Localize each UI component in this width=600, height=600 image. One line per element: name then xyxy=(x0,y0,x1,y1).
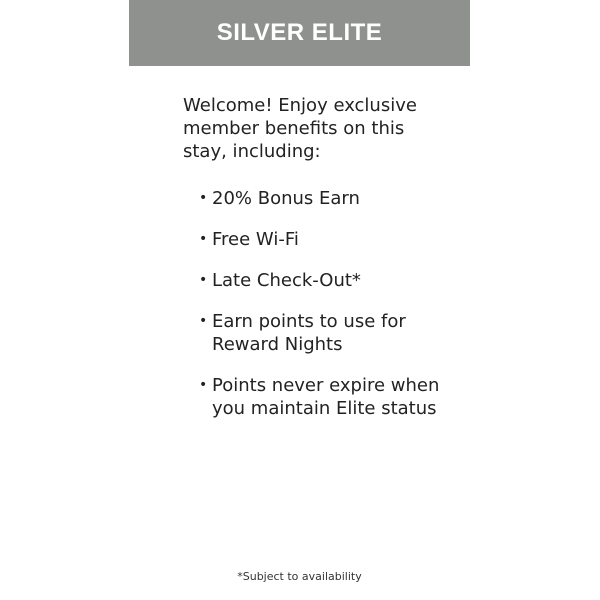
bullet-icon: • xyxy=(199,313,208,329)
benefit-item xyxy=(199,310,449,356)
benefit-text: Points never expire when you maintain Elite status xyxy=(212,375,440,419)
tier-title: SILVER ELITE xyxy=(216,19,383,46)
benefit-item xyxy=(199,187,449,210)
benefit-text: Free Wi-Fi xyxy=(212,229,299,250)
member-benefits-card xyxy=(129,0,470,600)
benefit-item xyxy=(199,269,449,292)
benefits-list xyxy=(199,187,449,438)
benefit-text: Late Check-Out* xyxy=(212,270,361,291)
availability-footnote: *Subject to availability xyxy=(237,570,362,583)
bullet-icon: • xyxy=(199,272,208,288)
benefit-item xyxy=(199,228,449,251)
tier-banner xyxy=(129,0,470,66)
benefit-text: Earn points to use for Reward Nights xyxy=(212,311,406,355)
bullet-icon: • xyxy=(199,377,208,393)
welcome-message: Welcome! Enjoy exclusive member benefits on this stay, including: xyxy=(183,95,417,162)
bullet-icon: • xyxy=(199,231,208,247)
benefit-item xyxy=(199,374,449,420)
bullet-icon: • xyxy=(199,190,208,206)
benefit-text: 20% Bonus Earn xyxy=(212,188,360,209)
